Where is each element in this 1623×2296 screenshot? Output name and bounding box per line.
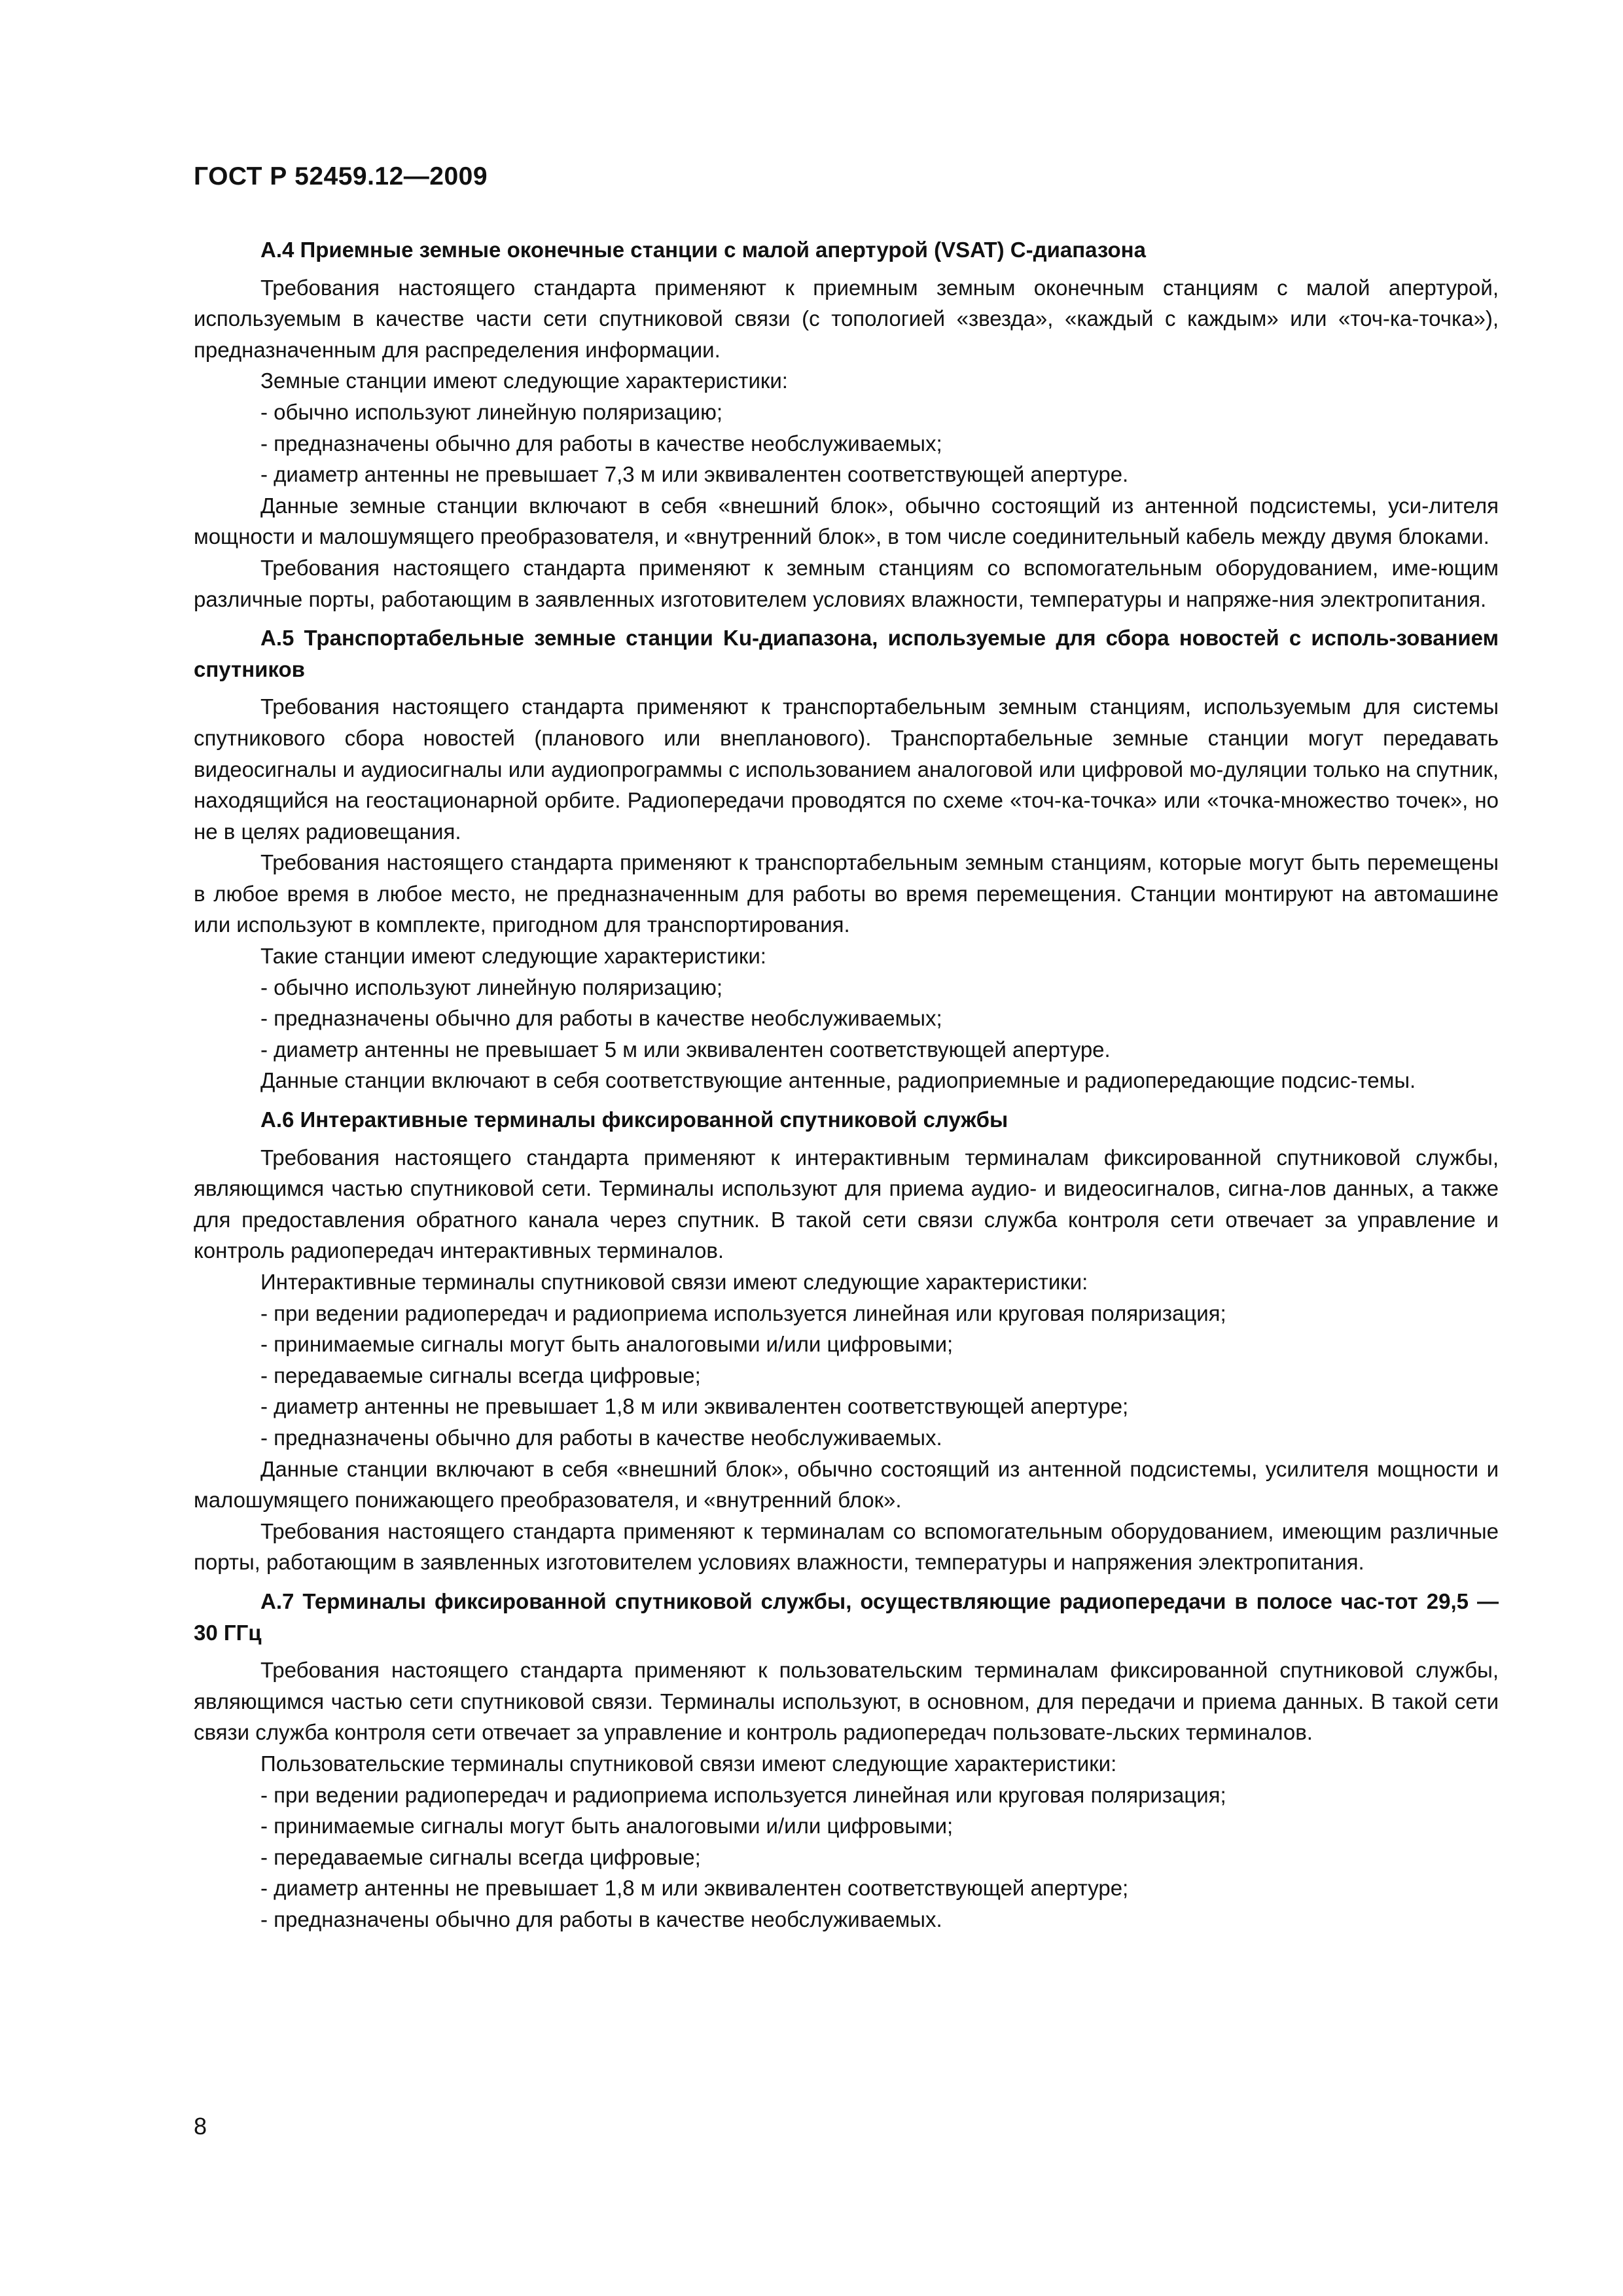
list-item: - обычно используют линейную поляризацию; (260, 399, 723, 424)
section-heading-a6: А.6 Интерактивные терминалы фиксированной спутниковой службы (260, 1107, 1008, 1132)
list-item: - обычно используют линейную поляризацию; (260, 975, 723, 999)
paragraph: Данные станции включают в себя «внешний блок», обычно состоящий из антенной подсистемы, усилителя мощности и малошумящего понижающего преобразователя, и «внутренний блок». (194, 1456, 1499, 1513)
paragraph: Требования настоящего стандарта применяют к транспортабельным земным станциям, которые могут быть перемещены в любое время в любое место, не предназначенным для работы во время перемещения. Станции монтируют на автомашине или используют в комплекте, пригодном для транспортирования. (194, 850, 1499, 937)
list-item: - принимаемые сигналы могут быть аналоговыми и/или цифровыми; (260, 1814, 954, 1839)
paragraph: Требования настоящего стандарта применяют к терминалам со вспомогательным оборудованием, имеющим различные порты, работающим в заявленных изготовителем условиях влажности, температуры и напряжения электропитания. (194, 1518, 1499, 1575)
list-item: - диаметр антенны не превышает 5 м или эквивалентен соответствующей апертуре. (260, 1037, 1111, 1062)
paragraph: Земные станции имеют следующие характеристики: (260, 368, 788, 393)
paragraph: Интерактивные терминалы спутниковой связи имеют следующие характеристики: (260, 1270, 1088, 1294)
document-body (194, 234, 1499, 1935)
list-item: - предназначены обычно для работы в качестве необслуживаемых; (260, 1006, 942, 1031)
list-item: - при ведении радиопередач и радиоприема используется линейная или круговая поляризация; (260, 1782, 1226, 1807)
document-header: ГОСТ Р 52459.12—2009 (194, 162, 488, 190)
list-item: - предназначены обычно для работы в качестве необслуживаемых. (260, 1425, 942, 1450)
section-heading-a4: А.4 Приемные земные оконечные станции с малой апертурой (VSAT) С-диапазона (260, 238, 1146, 262)
list-item: - принимаемые сигналы могут быть аналоговыми и/или цифровыми; (260, 1332, 954, 1357)
paragraph: Требования настоящего стандарта применяют к пользовательским терминалам фиксированной спутниковой службы, являющимся частью сети спутниковой связи. Терминалы используют, в основном, для передачи и приема данных. В такой сети связи служба контроля сети отвечает за управление и контроль радиопередач пользовате-льских терминалов. (194, 1658, 1499, 1745)
list-item: - предназначены обычно для работы в качестве необслуживаемых. (260, 1907, 942, 1931)
list-item: - при ведении радиопередач и радиоприема используется линейная или круговая поляризация; (260, 1300, 1226, 1325)
paragraph: Такие станции имеют следующие характеристики: (260, 944, 766, 969)
list-item: - передаваемые сигналы всегда цифровые; (260, 1363, 701, 1388)
list-item: - предназначены обычно для работы в качестве необслуживаемых; (260, 431, 942, 456)
section-heading-a7: А.7 Терминалы фиксированной спутниковой службы, осуществляющие радиопередачи в полосе час-тот 29,5 — 30 ГГц (194, 1588, 1499, 1645)
paragraph: Пользовательские терминалы спутниковой связи имеют следующие характеристики: (260, 1751, 1117, 1776)
paragraph: Данные станции включают в себя соответствующие антенные, радиоприемные и радиопередающие подсис-темы. (260, 1068, 1416, 1093)
paragraph: Требования настоящего стандарта применяют к приемным земным оконечным станциям с малой апертурой, используемым в качестве части сети спутниковой связи (с топологией «звезда», «каждый с каждым» или «точ-ка-точка»), предназначенным для распределения информации. (194, 275, 1499, 362)
paragraph: Данные земные станции включают в себя «внешний блок», обычно состоящий из антенной подсистемы, уси-лителя мощности и малошумящего преобразователя, и «внутренний блок», в том числе соединительный кабель между двумя блоками. (194, 493, 1499, 549)
list-item: - диаметр антенны не превышает 1,8 м или эквивалентен соответствующей апертуре; (260, 1394, 1129, 1419)
section-heading-a5: А.5 Транспортабельные земные станции Ku-диапазона, используемые для сбора новостей с исполь-зованием спутников (194, 626, 1499, 681)
paragraph: Требования настоящего стандарта применяют к интерактивным терминалам фиксированной спутниковой службы, являющимся частью спутниковой сети. Терминалы используют для приема аудио- и видеосигналов, сигна-лов данных, а также для предоставления обратного канала через спутник. В такой сети связи служба контроля сети отвечает за управление и контроль радиопередач интерактивных терминалов. (194, 1145, 1499, 1263)
paragraph: Требования настоящего стандарта применяют к транспортабельным земным станциям, используемым для системы спутникового сбора новостей (планового или внепланового). Транспортабельные земные станции могут передавать видеосигналы и аудиосигналы или аудиопрограммы с использованием аналоговой или цифровой мо-дуляции только на спутник, находящийся на геостационарной орбите. Радиопередачи проводятся по схеме «точ-ка-точка» или «точка-множество точек», но не в целях радиовещания. (194, 694, 1499, 844)
list-item: - диаметр антенны не превышает 1,8 м или эквивалентен соответствующей апертуре; (260, 1876, 1129, 1901)
list-item: - диаметр антенны не превышает 7,3 м или эквивалентен соответствующей апертуре. (260, 462, 1129, 487)
list-item: - передаваемые сигналы всегда цифровые; (260, 1844, 701, 1869)
page-number: 8 (194, 2113, 207, 2140)
paragraph: Требования настоящего стандарта применяют к земным станциям со вспомогательным оборудованием, име-ющим различные порты, работающим в заявленных изготовителем условиях влажности, температуры и напряже-ния электропитания. (194, 555, 1499, 611)
